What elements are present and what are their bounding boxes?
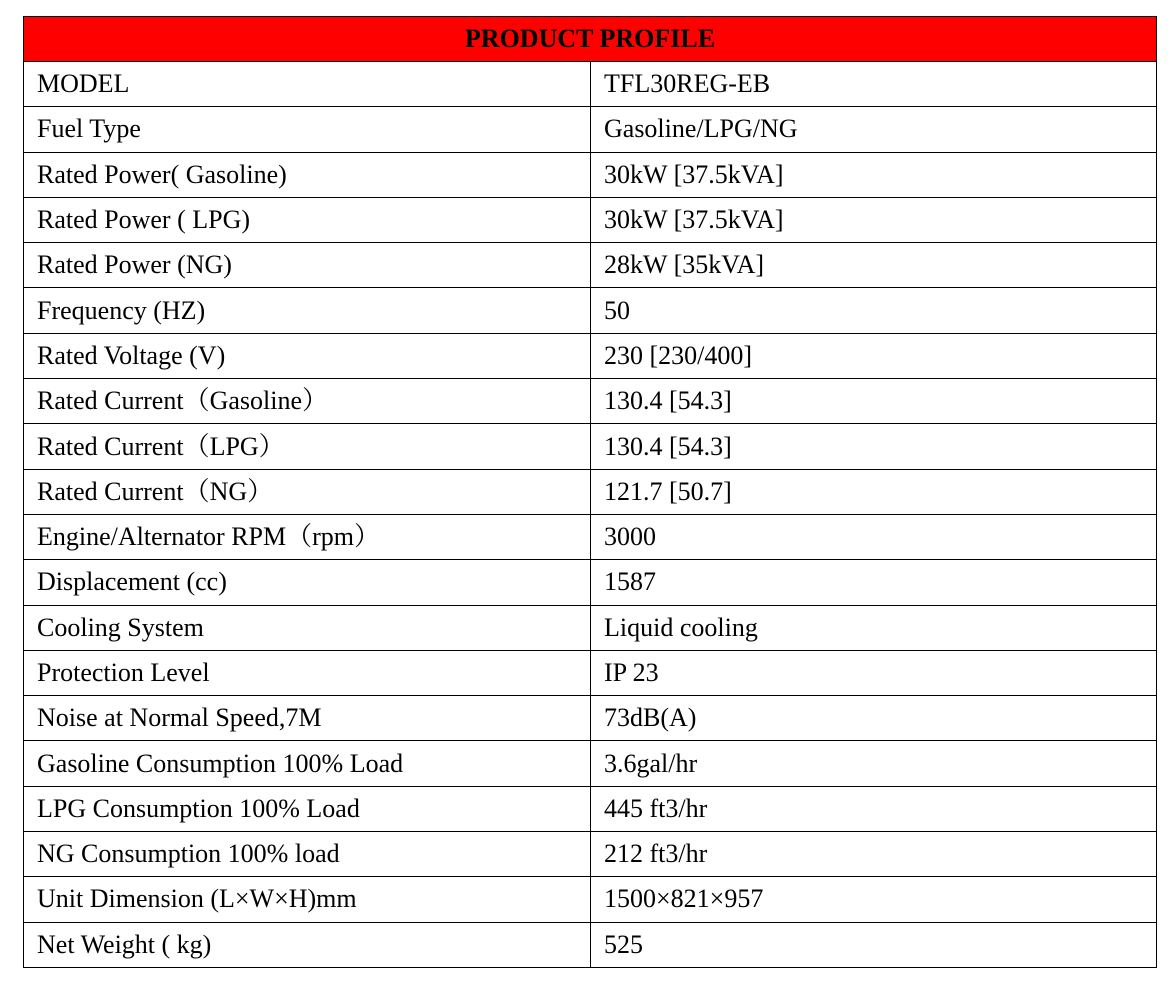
- spec-value: Liquid cooling: [591, 605, 1157, 650]
- spec-value: 121.7 [50.7]: [591, 469, 1157, 514]
- spec-label: LPG Consumption 100% Load: [24, 786, 591, 831]
- table-row: [24, 877, 1157, 922]
- spec-label: Rated Voltage (V): [24, 333, 591, 378]
- spec-value: 525: [591, 922, 1157, 967]
- table-row: [24, 107, 1157, 152]
- spec-value: 230 [230/400]: [591, 333, 1157, 378]
- spec-value: 3.6gal/hr: [591, 741, 1157, 786]
- spec-value: 1587: [591, 560, 1157, 605]
- spec-label: NG Consumption 100% load: [24, 832, 591, 877]
- table-row: [24, 922, 1157, 967]
- spec-value: 28kW [35kVA]: [591, 243, 1157, 288]
- table-row: [24, 424, 1157, 469]
- table-row: [24, 379, 1157, 424]
- spec-label: Rated Power ( LPG): [24, 197, 591, 242]
- spec-value: TFL30REG-EB: [591, 62, 1157, 107]
- table-row: [24, 832, 1157, 877]
- spec-label: Protection Level: [24, 650, 591, 695]
- spec-label: Rated Current（Gasoline）: [24, 379, 591, 424]
- spec-label: Gasoline Consumption 100% Load: [24, 741, 591, 786]
- spec-label: Rated Power (NG): [24, 243, 591, 288]
- spec-label: MODEL: [24, 62, 591, 107]
- table-row: [24, 288, 1157, 333]
- spec-label: Cooling System: [24, 605, 591, 650]
- spec-value: 130.4 [54.3]: [591, 424, 1157, 469]
- spec-value: 73dB(A): [591, 696, 1157, 741]
- table-title: PRODUCT PROFILE: [24, 17, 1157, 62]
- table-title-row: [24, 17, 1157, 62]
- spec-label: Net Weight ( kg): [24, 922, 591, 967]
- table-row: [24, 62, 1157, 107]
- spec-label: Rated Current（LPG）: [24, 424, 591, 469]
- table-row: [24, 605, 1157, 650]
- spec-label: Fuel Type: [24, 107, 591, 152]
- spec-label: Noise at Normal Speed,7M: [24, 696, 591, 741]
- spec-label: Unit Dimension (L×W×H)mm: [24, 877, 591, 922]
- spec-label: Rated Current（NG）: [24, 469, 591, 514]
- spec-label: Displacement (cc): [24, 560, 591, 605]
- spec-value: IP 23: [591, 650, 1157, 695]
- spec-value: 50: [591, 288, 1157, 333]
- product-profile-table: [23, 16, 1157, 968]
- table-row: [24, 152, 1157, 197]
- table-row: [24, 560, 1157, 605]
- table-row: [24, 197, 1157, 242]
- table-row: [24, 696, 1157, 741]
- spec-label: Engine/Alternator RPM（rpm）: [24, 514, 591, 559]
- spec-value: 3000: [591, 514, 1157, 559]
- table-row: [24, 469, 1157, 514]
- spec-label: Frequency (HZ): [24, 288, 591, 333]
- table-row: [24, 786, 1157, 831]
- spec-value: 445 ft3/hr: [591, 786, 1157, 831]
- table-row: [24, 650, 1157, 695]
- table-row: [24, 243, 1157, 288]
- spec-value: 30kW [37.5kVA]: [591, 152, 1157, 197]
- spec-value: 130.4 [54.3]: [591, 379, 1157, 424]
- table-row: [24, 333, 1157, 378]
- spec-value: 1500×821×957: [591, 877, 1157, 922]
- table-row: [24, 514, 1157, 559]
- table-row: [24, 741, 1157, 786]
- spec-rows: [24, 62, 1157, 968]
- spec-value: 212 ft3/hr: [591, 832, 1157, 877]
- spec-value: Gasoline/LPG/NG: [591, 107, 1157, 152]
- spec-label: Rated Power( Gasoline): [24, 152, 591, 197]
- spec-value: 30kW [37.5kVA]: [591, 197, 1157, 242]
